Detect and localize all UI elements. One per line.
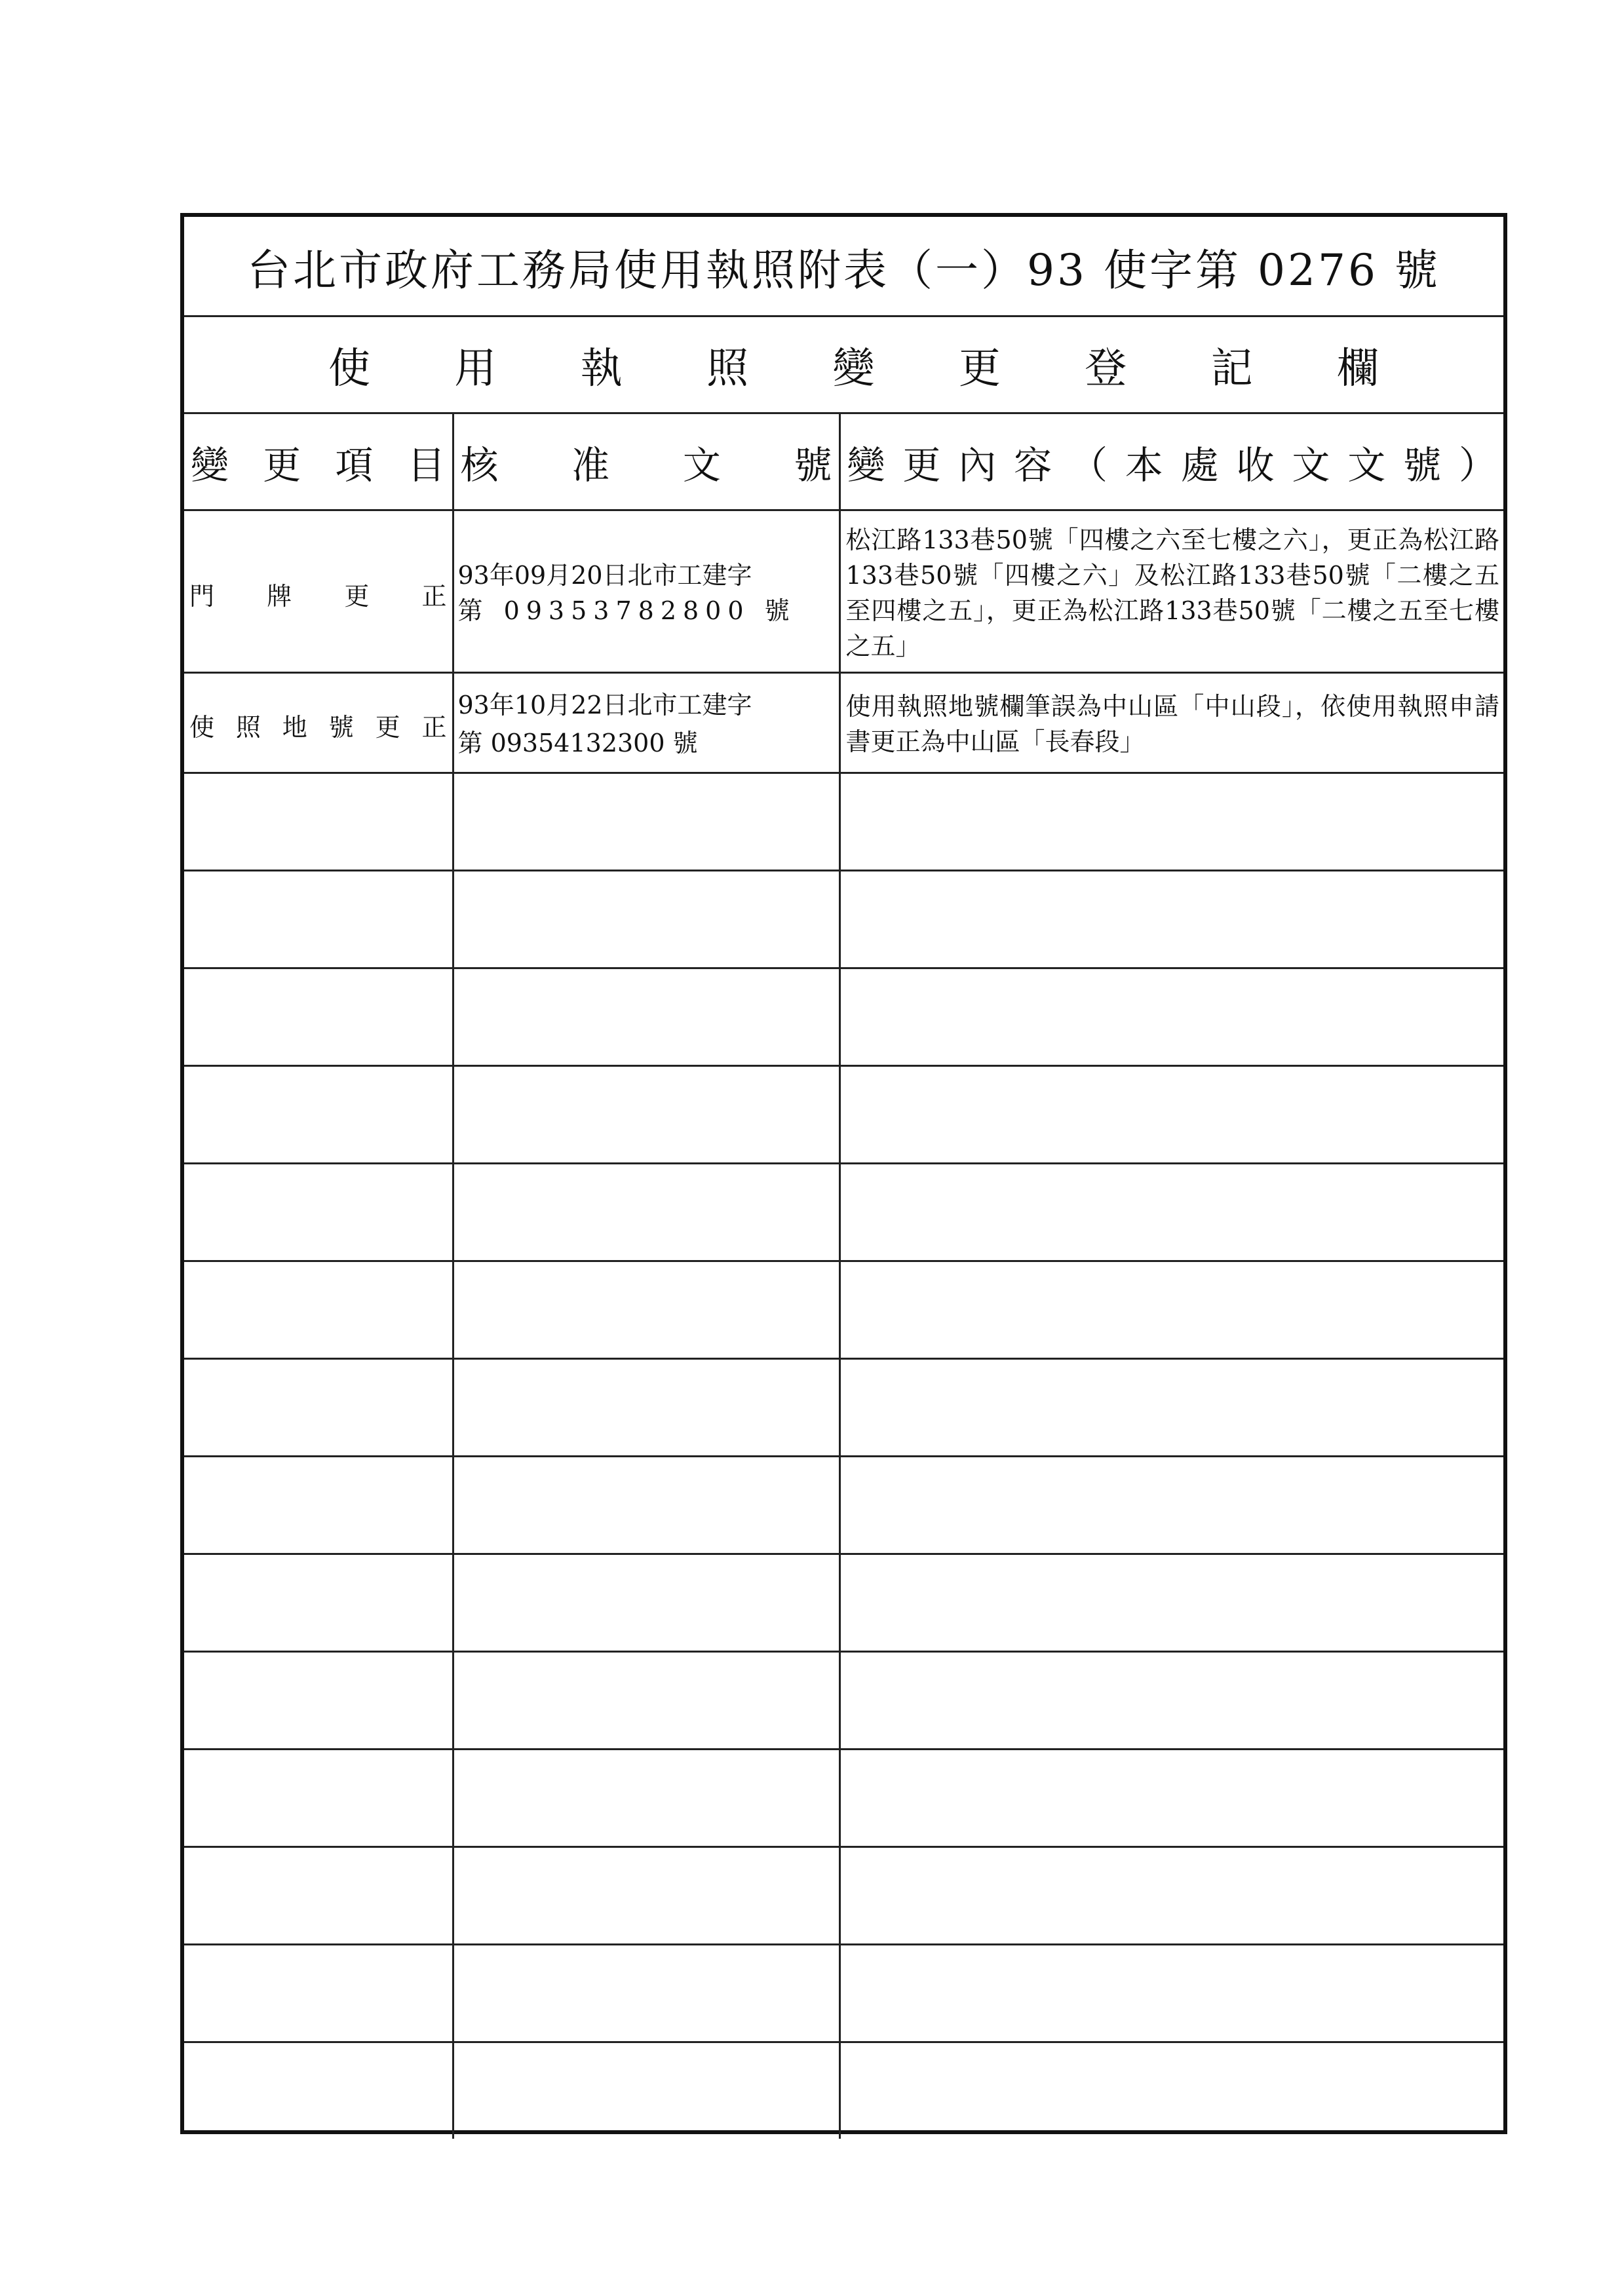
approval-date-line: 93年09月20日北市工建字 [457, 560, 752, 590]
header-content [839, 413, 1503, 510]
table-row [184, 673, 1503, 773]
row-item-text: 使 照 地 號 更 正 [189, 713, 447, 742]
blank-row [184, 1066, 1503, 1164]
form-subtitle [184, 316, 1503, 413]
blank-row [184, 1750, 1503, 1847]
blank-row [184, 1164, 1503, 1261]
row-content [839, 673, 1503, 773]
blank-row [184, 968, 1503, 1066]
form-title: 台北市政府工務局使用執照附表（一）93 使字第 0276 號 [184, 217, 1503, 316]
row-approval-no [453, 673, 839, 773]
blank-row [184, 1554, 1503, 1652]
row-item [184, 673, 453, 773]
blank-row [184, 2042, 1503, 2139]
row-approval-no [453, 510, 839, 673]
table-row [184, 510, 1503, 673]
blank-row [184, 1847, 1503, 1945]
header-row [184, 413, 1503, 510]
approval-number-line: 第 09354132300 號 [457, 729, 698, 757]
row-content [839, 510, 1503, 673]
header-approval-no-text: 核 准 文 號 [460, 442, 832, 488]
license-attachment-form [180, 213, 1507, 2134]
row-item [184, 510, 453, 673]
blank-row [184, 871, 1503, 968]
row-content-text: 松江路133巷50號「四樓之六至七樓之六」，更正為松江路133巷50號「四樓之六」及松江路133巷50號「二樓之五至四樓之五」，更正為松江路133巷50號「二樓之五至七樓之五」 [845, 525, 1499, 660]
blank-row [184, 773, 1503, 871]
blank-row [184, 1652, 1503, 1750]
blank-row [184, 1945, 1503, 2042]
row-item-text: 門 牌 更 正 [189, 581, 447, 611]
change-registration-table [184, 217, 1503, 2139]
approval-number-line: 第 09353782800 號 [457, 596, 796, 625]
blank-row [184, 1261, 1503, 1359]
header-item [184, 413, 453, 510]
header-item-text: 變 更 項 目 [191, 442, 446, 488]
header-approval-no [453, 413, 839, 510]
row-content-text: 使用執照地號欄筆誤為中山區「中山段」，依使用執照申請書更正為中山區「長春段」 [845, 692, 1499, 756]
subtitle-text: 使 用 執 照 變 更 登 記 欄 [328, 344, 1379, 393]
blank-row [184, 1457, 1503, 1554]
blank-row [184, 1359, 1503, 1457]
header-content-text: 變 更 內 容 （ 本 處 收 文 文 號 ） [847, 442, 1497, 488]
approval-date-line: 93年10月22日北市工建字 [457, 691, 752, 719]
